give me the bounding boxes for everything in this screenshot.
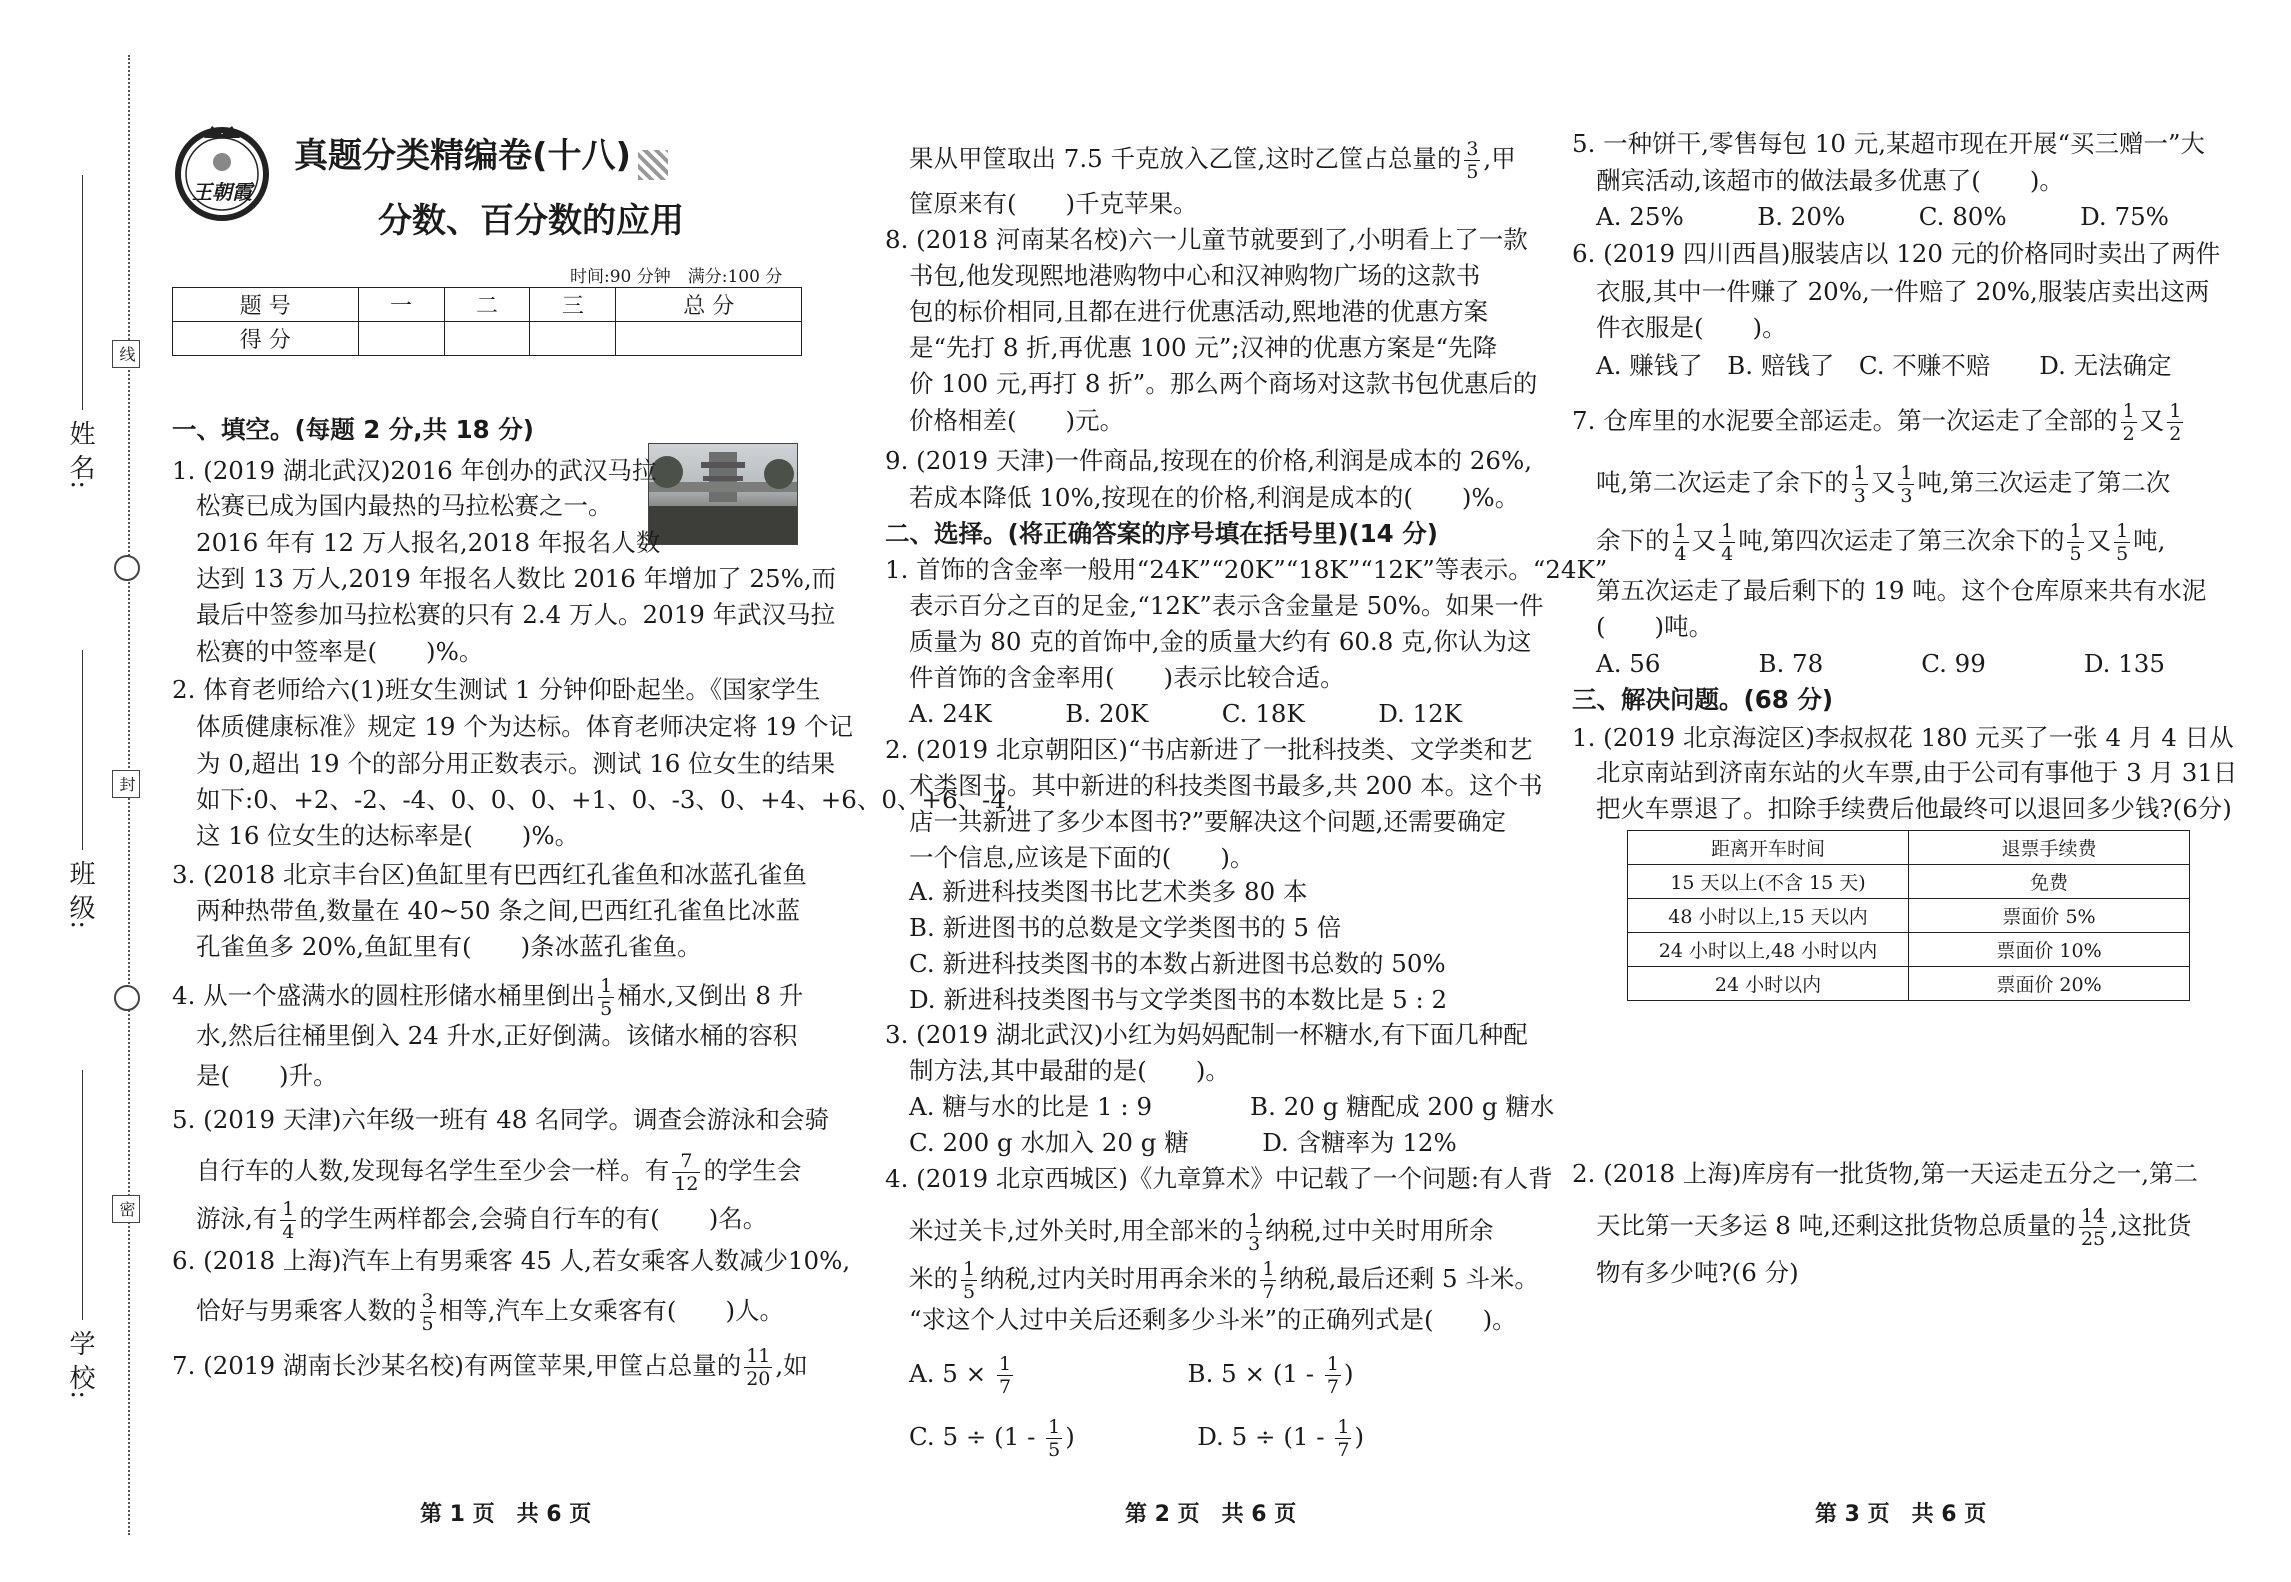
text-line bbox=[909, 1127, 1457, 1159]
text-run: C. 200 g 水加入 20 g 糖 D. 含糖率为 12% bbox=[909, 1128, 1457, 1157]
question-line bbox=[1572, 1158, 2198, 1190]
text-run: D. 新进科技类图书与文学类图书的本数比是 5 : 2 bbox=[909, 985, 1448, 1014]
text-run: 衣服,其中一件赚了 20%,一件赔了 20%,服装店卖出这两 bbox=[1596, 277, 2210, 306]
text-run: 1. 首饰的含金率一般用“24K”“20K”“18K”“12K”等表示。“24K” bbox=[885, 555, 1608, 584]
question-line bbox=[885, 734, 1532, 766]
text-run: 米的 bbox=[909, 1264, 958, 1293]
text-run: 包的标价相同,且都在进行优惠活动,熙地港的优惠方案 bbox=[909, 297, 1489, 326]
text-run: 6. (2018 上海)汽车上有男乘客 45 人,若女乘客人数减少10%, bbox=[172, 1246, 851, 1275]
side-class-label: 班 级: bbox=[65, 860, 95, 930]
question-line bbox=[172, 1245, 850, 1277]
text-line bbox=[909, 984, 1447, 1016]
text-run: 表示百分之百的足金,“12K”表示含金量是 50%。如果一件 bbox=[909, 591, 1544, 620]
text-run: 1. (2019 北京海淀区)李叔叔花 180 元买了一张 4 月 4 日从 bbox=[1572, 723, 2234, 752]
text-line bbox=[909, 1091, 1554, 1123]
text-run: 1. (2019 湖北武汉)2016 年创办的武汉马拉 bbox=[172, 456, 657, 485]
question-line bbox=[172, 674, 820, 706]
text-run: 物有多少吨?(6 分) bbox=[1596, 1258, 1799, 1287]
text-line bbox=[909, 368, 1537, 400]
text-run: 余下的 bbox=[1596, 526, 1670, 555]
refund-time: 24 小时以上,48 小时以内 bbox=[1628, 933, 1909, 967]
text-line bbox=[196, 931, 702, 963]
text-run: 5. 一种饼干,零售每包 10 元,某超市现在开展“买三赠一”大 bbox=[1572, 129, 2206, 158]
text-line bbox=[1596, 462, 2170, 507]
text-run: 纳税,过中关时用所余 bbox=[1265, 1216, 1494, 1245]
marathon-photo bbox=[648, 443, 798, 545]
score-cell[interactable] bbox=[616, 322, 802, 356]
text-run: ) bbox=[1343, 1359, 1354, 1388]
text-run: ,这批货 bbox=[2110, 1211, 2192, 1240]
text-line bbox=[909, 842, 1254, 874]
text-line bbox=[909, 1304, 1517, 1336]
fraction: $\frac{1}{2}$ bbox=[2169, 400, 2182, 445]
text-run: 又 bbox=[1691, 526, 1717, 555]
text-run: 最后中签参加马拉松赛的只有 2.4 万人。2019 年武汉马拉 bbox=[196, 600, 836, 629]
text-line bbox=[909, 1258, 1539, 1303]
page-number-1: 第 1 页 共 6 页 bbox=[420, 1502, 592, 1527]
time-score-meta: 时间:90 分钟 满分:100 分 bbox=[570, 267, 783, 287]
question-line bbox=[1572, 722, 2234, 754]
text-run: ,甲 bbox=[1483, 144, 1516, 173]
text-line bbox=[1596, 350, 2172, 382]
text-line bbox=[1596, 575, 2206, 607]
question-line bbox=[1572, 238, 2220, 270]
text-run: 质量为 80 克的首饰中,金的质量大约有 60.8 克,你认为这 bbox=[909, 627, 1532, 656]
text-line bbox=[196, 784, 1014, 816]
text-run: ( )吨。 bbox=[1596, 612, 1714, 641]
text-run: 果从甲筐取出 7.5 千克放入乙筐,这时乙筐占总量的 bbox=[909, 144, 1462, 173]
text-line bbox=[909, 590, 1544, 622]
text-run: 第五次运走了最后剩下的 19 吨。这个仓库原来共有水泥 bbox=[1596, 576, 2207, 605]
text-run: 天比第一天多运 8 吨,还剩这批货物总质量的 bbox=[1596, 1211, 2076, 1240]
text-run: 二、选择。(将正确答案的序号填在括号里)(14 分) bbox=[885, 519, 1438, 548]
fraction: $\frac{1}{3}$ bbox=[1900, 462, 1913, 507]
text-line bbox=[909, 662, 1345, 694]
text-run: 纳税,过内关时用再余米的 bbox=[980, 1264, 1258, 1293]
text-run: 5. (2019 天津)六年级一班有 48 名同学。调查会游泳和会骑 bbox=[172, 1105, 830, 1134]
text-run: 又 bbox=[2086, 526, 2112, 555]
question-line bbox=[172, 1345, 808, 1390]
section-heading bbox=[1572, 684, 1833, 716]
page-number-2: 第 2 页 共 6 页 bbox=[1125, 1502, 1297, 1527]
score-cell[interactable] bbox=[358, 322, 444, 356]
text-line bbox=[909, 876, 1308, 908]
text-run: 的学生两样都会,会骑自行车的有( )名。 bbox=[299, 1204, 768, 1233]
text-run: ) bbox=[1354, 1422, 1364, 1451]
text-run: 是( )升。 bbox=[196, 1061, 338, 1090]
text-run: 一、填空。(每题 2 分,共 18 分) bbox=[172, 415, 534, 444]
text-line bbox=[196, 1198, 767, 1243]
text-line bbox=[1596, 520, 2165, 565]
question-line bbox=[172, 1104, 829, 1136]
refund-time: 24 小时以内 bbox=[1628, 967, 1909, 1001]
text-run: 米过关卡,过外关时,用全部米的 bbox=[909, 1216, 1244, 1245]
refund-time: 48 小时以上,15 天以内 bbox=[1628, 899, 1909, 933]
text-run: ,如 bbox=[775, 1351, 808, 1380]
text-run: C. 5 ÷ (1 - bbox=[909, 1422, 1044, 1451]
text-run: 两种热带鱼,数量在 40~50 条之间,巴西红孔雀鱼比冰蓝 bbox=[196, 896, 801, 925]
text-line bbox=[196, 563, 836, 595]
text-run: B. 5 × (1 - bbox=[1016, 1359, 1322, 1388]
text-run: 相等,汽车上女乘客有( )人。 bbox=[438, 1296, 784, 1325]
text-line bbox=[1596, 276, 2209, 308]
text-run: A. 56 B. 78 C. 99 D. 135 bbox=[1596, 649, 2165, 678]
brand-logo bbox=[170, 118, 274, 222]
text-run: 9. (2019 天津)一件商品,按现在的价格,利润是成本的 26%, bbox=[885, 446, 1533, 475]
text-run: ) D. 5 ÷ (1 - bbox=[1065, 1422, 1333, 1451]
fraction: $\frac{1}{5}$ bbox=[600, 975, 613, 1020]
fraction: $\frac{3}{5}$ bbox=[421, 1290, 434, 1335]
text-run: 4. (2019 北京西城区)《九章算术》中记载了一个问题:有人背 bbox=[885, 1164, 1553, 1193]
question-line bbox=[885, 1163, 1553, 1195]
text-line bbox=[909, 1210, 1493, 1255]
text-run: 把火车票退了。扣除手续费后他最终可以退回多少钱?(6分) bbox=[1596, 794, 2232, 823]
text-run: 水,然后往桶里倒入 24 升水,正好倒满。该储水桶的容积 bbox=[196, 1021, 798, 1050]
name-blank-line bbox=[82, 175, 83, 410]
score-cell[interactable] bbox=[444, 322, 530, 356]
text-line bbox=[909, 1055, 1230, 1087]
text-line bbox=[196, 748, 835, 780]
score-header: 一 bbox=[358, 288, 444, 322]
text-run: 为 0,超出 19 个的部分用正数表示。测试 16 位女生的结果 bbox=[196, 749, 836, 778]
text-run: 3. (2019 湖北武汉)小红为妈妈配制一杯糖水,有下面几种配 bbox=[885, 1020, 1528, 1049]
text-run: 吨,第四次运走了第三次余下的 bbox=[1738, 526, 2065, 555]
refund-fee: 票面价 5% bbox=[1909, 899, 2190, 933]
text-line bbox=[1596, 757, 2237, 789]
text-line bbox=[909, 405, 1124, 437]
fraction: $\frac{1}{5}$ bbox=[2116, 520, 2129, 565]
side-school-label: 学 校: bbox=[65, 1330, 95, 1400]
text-run: C. 新进科技类图书的本数占新进图书总数的 50% bbox=[909, 949, 1446, 978]
score-header: 题 号 bbox=[173, 288, 359, 322]
text-run: A. 新进科技类图书比艺术类多 80 本 bbox=[909, 877, 1308, 906]
fraction: $\frac{11}{20}$ bbox=[746, 1345, 771, 1390]
seal-mark-mi: 密 bbox=[112, 1195, 140, 1223]
text-run: 店一共新进了多少本图书?”要解决这个问题,还需要确定 bbox=[909, 807, 1506, 836]
seal-mark-feng: 封 bbox=[112, 770, 140, 798]
fraction: $\frac{1}{4}$ bbox=[282, 1198, 295, 1243]
fraction: $\frac{1}{7}$ bbox=[998, 1353, 1012, 1398]
seal-mark-xian: 线 bbox=[112, 340, 140, 368]
text-run: 纳税,最后还剩 5 斗米。 bbox=[1279, 1264, 1539, 1293]
text-run: 2. 体育老师给六(1)班女生测试 1 分钟仰卧起坐。《国家学生 bbox=[172, 675, 821, 704]
text-run: 2. (2019 北京朝阳区)“书店新进了一批科技类、文学类和艺 bbox=[885, 735, 1533, 764]
text-line bbox=[909, 698, 1462, 730]
text-line bbox=[196, 527, 660, 559]
fraction: $\frac{1}{5}$ bbox=[963, 1258, 976, 1303]
score-header: 总 分 bbox=[616, 288, 802, 322]
text-run: “求这个人过中关后还剩多少斗米”的正确列式是( )。 bbox=[909, 1305, 1517, 1334]
section-heading bbox=[885, 518, 1438, 550]
text-run: 制方法,其中最甜的是( )。 bbox=[909, 1056, 1230, 1085]
text-run: 3. (2018 北京丰台区)鱼缸里有巴西红孔雀鱼和冰蓝孔雀鱼 bbox=[172, 860, 807, 889]
fraction: $\frac{7}{12}$ bbox=[674, 1150, 699, 1195]
text-line bbox=[196, 1060, 338, 1092]
section-heading bbox=[172, 414, 534, 446]
text-line bbox=[1596, 1257, 1799, 1289]
text-run: 6. (2019 四川西昌)服装店以 120 元的价格同时卖出了两件 bbox=[1572, 239, 2221, 268]
text-run: 书包,他发现熙地港购物中心和汉神购物广场的这款书 bbox=[909, 261, 1481, 290]
question-line bbox=[172, 859, 807, 891]
question-line bbox=[172, 975, 803, 1020]
question-line bbox=[885, 1019, 1528, 1051]
text-run: 8. (2018 河南某名校)六一儿童节就要到了,小明看上了一款 bbox=[885, 225, 1528, 254]
text-run: 恰好与男乘客人数的 bbox=[196, 1296, 417, 1325]
text-line bbox=[909, 1416, 1364, 1461]
class-blank-line bbox=[82, 650, 83, 850]
fraction: $\frac{1}{5}$ bbox=[2069, 520, 2082, 565]
fraction: $\frac{1}{2}$ bbox=[2122, 400, 2135, 445]
text-run: 三、解决问题。(68 分) bbox=[1572, 685, 1834, 714]
fraction: $\frac{1}{4}$ bbox=[1721, 520, 1734, 565]
text-line bbox=[1596, 201, 2169, 233]
text-run: B. 新进图书的总数是文学类图书的 5 倍 bbox=[909, 913, 1342, 942]
text-run: A. 24K B. 20K C. 18K D. 12K bbox=[909, 699, 1463, 728]
fraction: $\frac{1}{7}$ bbox=[1326, 1353, 1339, 1398]
text-run: 又 bbox=[2139, 406, 2165, 435]
text-run: 体质健康标准》规定 19 个为达标。体育老师决定将 19 个记 bbox=[196, 712, 853, 741]
text-run: 的学生会 bbox=[703, 1156, 802, 1185]
text-run: A. 25% B. 20% C. 80% D. 75% bbox=[1596, 202, 2169, 231]
text-run: 7. 仓库里的水泥要全部运走。第一次运走了全部的 bbox=[1572, 406, 2118, 435]
text-run: 孔雀鱼多 20%,鱼缸里有( )条冰蓝孔雀鱼。 bbox=[196, 932, 702, 961]
question-line bbox=[885, 224, 1528, 256]
text-line bbox=[196, 895, 800, 927]
text-line bbox=[1596, 312, 1787, 344]
paper-title: 真题分类精编卷(十八) bbox=[294, 136, 632, 176]
refund-fee: 票面价 20% bbox=[1909, 967, 2190, 1001]
text-line bbox=[909, 806, 1506, 838]
text-line bbox=[1596, 611, 1713, 643]
refund-time: 15 天以上(不含 15 天) bbox=[1628, 865, 1909, 899]
question-line bbox=[1572, 128, 2205, 160]
text-run: 价 100 元,再打 8 折”。那么两个商场对这款书包优惠后的 bbox=[909, 369, 1538, 398]
text-run: 2016 年有 12 万人报名,2018 年报名人数 bbox=[196, 528, 661, 557]
text-run: 4. 从一个盛满水的圆柱形储水桶里倒出 bbox=[172, 981, 596, 1010]
text-line bbox=[196, 636, 483, 668]
text-line bbox=[1596, 793, 2232, 825]
score-header: 二 bbox=[444, 288, 530, 322]
text-line bbox=[909, 948, 1446, 980]
fraction: $\frac{1}{7}$ bbox=[1262, 1258, 1275, 1303]
fraction: $\frac{1}{4}$ bbox=[1674, 520, 1687, 565]
refund-header: 退票手续费 bbox=[1909, 831, 2190, 865]
binding-hole bbox=[114, 985, 140, 1011]
text-run: 吨,第二次运走了余下的 bbox=[1596, 468, 1849, 497]
text-line bbox=[909, 138, 1516, 183]
text-line bbox=[909, 770, 1543, 802]
question-line bbox=[172, 455, 657, 487]
refund-fee-table bbox=[1627, 830, 2190, 1001]
refund-fee: 免费 bbox=[1909, 865, 2190, 899]
text-line bbox=[909, 332, 1497, 364]
text-line bbox=[909, 260, 1480, 292]
title-decoration bbox=[638, 150, 668, 180]
text-run: 2. (2018 上海)库房有一批货物,第一天运走五分之一,第二 bbox=[1572, 1159, 2198, 1188]
text-run: A. 糖与水的比是 1 : 9 B. 20 g 糖配成 200 g 糖水 bbox=[909, 1092, 1555, 1121]
text-run: 若成本降低 10%,按现在的价格,利润是成本的( )%。 bbox=[909, 483, 1520, 512]
school-blank-line bbox=[82, 1070, 83, 1320]
fraction: $\frac{14}{25}$ bbox=[2080, 1205, 2106, 1250]
fraction: $\frac{1}{3}$ bbox=[1248, 1210, 1261, 1255]
text-line bbox=[196, 1150, 801, 1195]
question-line bbox=[885, 554, 1607, 586]
text-line bbox=[196, 599, 835, 631]
text-line bbox=[196, 1290, 784, 1335]
text-run: 这 16 位女生的达标率是( )%。 bbox=[196, 821, 580, 850]
text-run: 一个信息,应该是下面的( )。 bbox=[909, 843, 1255, 872]
refund-fee: 票面价 10% bbox=[1909, 933, 2190, 967]
text-run: 价格相差( )元。 bbox=[909, 406, 1125, 435]
fraction: $\frac{3}{5}$ bbox=[1466, 138, 1479, 183]
score-header: 三 bbox=[530, 288, 616, 322]
fraction: $\frac{1}{3}$ bbox=[1853, 462, 1866, 507]
text-run: 筐原来有( )千克苹果。 bbox=[909, 189, 1198, 218]
text-run: 又 bbox=[1870, 468, 1896, 497]
text-run: 7. (2019 湖南长沙某名校)有两筐苹果,甲筐占总量的 bbox=[172, 1351, 742, 1380]
text-run: 游泳,有 bbox=[196, 1204, 278, 1233]
fraction: $\frac{1}{7}$ bbox=[1337, 1416, 1350, 1461]
text-line bbox=[1596, 648, 2165, 680]
score-label: 得 分 bbox=[173, 322, 359, 356]
text-line bbox=[909, 188, 1198, 220]
question-line bbox=[885, 445, 1532, 477]
text-run: 自行车的人数,发现每名学生至少会一样。有 bbox=[196, 1156, 670, 1185]
binding-hole bbox=[114, 555, 140, 581]
text-run: 北京南站到济南东站的火车票,由于公司有事他于 3 月 31日 bbox=[1596, 758, 2238, 787]
page-number-3: 第 3 页 共 6 页 bbox=[1815, 1502, 1987, 1527]
text-run: 吨, bbox=[2133, 526, 2166, 555]
logo-text: 王朝霞 bbox=[192, 180, 252, 204]
text-line bbox=[909, 912, 1341, 944]
text-line bbox=[196, 1020, 797, 1052]
text-run: 松赛的中签率是( )%。 bbox=[196, 637, 484, 666]
text-line bbox=[909, 626, 1531, 658]
text-run: A. 5 × bbox=[909, 1359, 994, 1388]
side-name-label: 姓 名: bbox=[65, 420, 95, 490]
text-line bbox=[196, 490, 613, 522]
text-line bbox=[1596, 1205, 2191, 1250]
fraction: $\frac{1}{5}$ bbox=[1048, 1416, 1061, 1461]
text-run: 吨,第三次运走了第二次 bbox=[1917, 468, 2171, 497]
question-line bbox=[1572, 400, 2186, 445]
text-run: 术类图书。其中新进的科技类图书最多,共 200 本。这个书 bbox=[909, 771, 1543, 800]
text-run: A. 赚钱了 B. 赔钱了 C. 不赚不赔 D. 无法确定 bbox=[1596, 351, 2172, 380]
score-cell[interactable] bbox=[530, 322, 616, 356]
refund-header: 距离开车时间 bbox=[1628, 831, 1909, 865]
text-run: 松赛已成为国内最热的马拉松赛之一。 bbox=[196, 491, 613, 520]
text-run: 件首饰的含金率用( )表示比较合适。 bbox=[909, 663, 1345, 692]
text-run: 酬宾活动,该超市的做法最多优惠了( )。 bbox=[1596, 166, 2064, 195]
text-line bbox=[196, 820, 579, 852]
text-run: 是“先打 8 折,再优惠 100 元”;汉神的优惠方案是“先降 bbox=[909, 333, 1498, 362]
text-line bbox=[909, 1353, 1354, 1398]
score-table bbox=[172, 287, 802, 356]
text-line bbox=[196, 711, 853, 743]
text-run: 桶水,又倒出 8 升 bbox=[617, 981, 804, 1010]
text-run: 达到 13 万人,2019 年报名人数比 2016 年增加了 25%,而 bbox=[196, 564, 837, 593]
text-run: 件衣服是( )。 bbox=[1596, 313, 1787, 342]
text-run: 如下:0、+2、-2、-4、0、0、0、+1、0、-3、0、+4、+6、0、+6、-4, bbox=[196, 785, 1014, 814]
paper-subtitle: 分数、百分数的应用 bbox=[378, 201, 684, 241]
text-line bbox=[909, 482, 1519, 514]
text-line bbox=[1596, 165, 2064, 197]
text-line bbox=[909, 296, 1488, 328]
